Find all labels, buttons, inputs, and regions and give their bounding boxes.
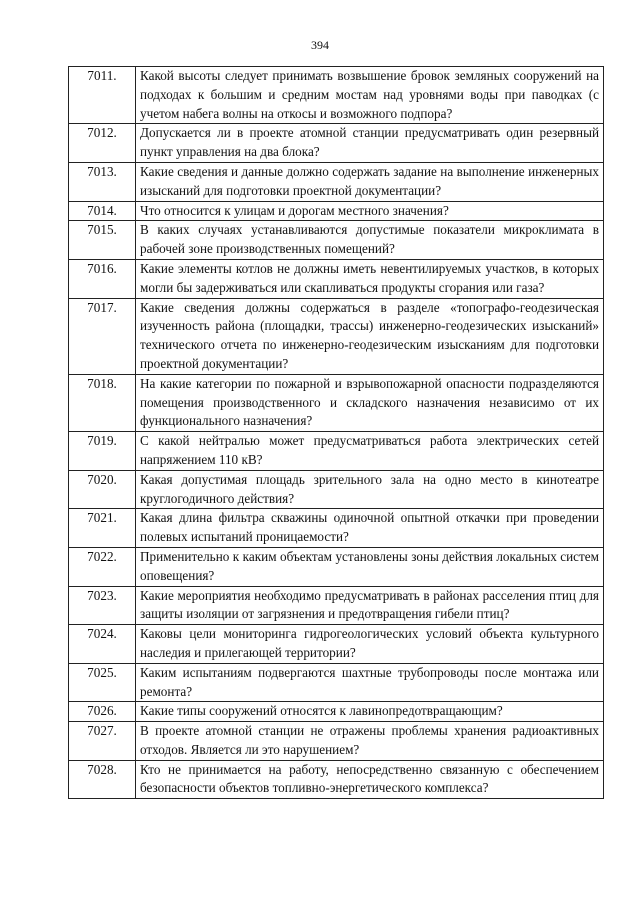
question-number: 7025. <box>69 663 136 702</box>
question-row <box>69 509 604 548</box>
question-text: Какая допустимая площадь зрительного зала на одно место в кинотеатре круглогодичного действия? <box>136 470 604 509</box>
question-text: В проекте атомной станции не отражены проблемы хранения радиоактивных отходов. Является ли это нарушением? <box>136 722 604 761</box>
question-number: 7023. <box>69 586 136 625</box>
question-number: 7026. <box>69 702 136 722</box>
question-number: 7017. <box>69 298 136 374</box>
question-number: 7021. <box>69 509 136 548</box>
question-row <box>69 586 604 625</box>
question-row <box>69 432 604 471</box>
question-text: Какие типы сооружений относятся к лавинопредотвращающим? <box>136 702 604 722</box>
question-row <box>69 67 604 124</box>
question-number: 7028. <box>69 760 136 799</box>
question-text: С какой нейтралью может предусматриваться работа электрических сетей напряжением 110 кВ? <box>136 432 604 471</box>
question-text: На какие категории по пожарной и взрывопожарной опасности подразделяются помещения производственного и складского назначения независимо от их функционального назначения? <box>136 374 604 431</box>
question-number: 7014. <box>69 201 136 221</box>
question-text: Каким испытаниям подвергаются шахтные трубопроводы после монтажа или ремонта? <box>136 663 604 702</box>
question-text: В каких случаях устанавливаются допустимые показатели микроклимата в рабочей зоне производственных помещений? <box>136 221 604 260</box>
question-row <box>69 221 604 260</box>
question-row <box>69 124 604 163</box>
question-row <box>69 702 604 722</box>
question-text: Какие элементы котлов не должны иметь невентилируемых участков, в которых могли бы задерживаться или скапливаться продукты сгорания или газа? <box>136 259 604 298</box>
question-row <box>69 547 604 586</box>
question-text: Применительно к каким объектам установлены зоны действия локальных систем оповещения? <box>136 547 604 586</box>
question-row <box>69 374 604 431</box>
question-number: 7013. <box>69 162 136 201</box>
question-text: Какие сведения и данные должно содержать задание на выполнение инженерных изысканий для подготовки проектной документации? <box>136 162 604 201</box>
question-number: 7011. <box>69 67 136 124</box>
question-number: 7016. <box>69 259 136 298</box>
question-text: Какие мероприятия необходимо предусматривать в районах расселения птиц для защиты изоляции от загрязнения и предотвращения гибели птиц? <box>136 586 604 625</box>
question-row <box>69 259 604 298</box>
question-row <box>69 298 604 374</box>
question-text: Какая длина фильтра скважины одиночной опытной откачки при проведении полевых испытаний проницаемости? <box>136 509 604 548</box>
question-row <box>69 722 604 761</box>
question-number: 7024. <box>69 625 136 664</box>
question-number: 7022. <box>69 547 136 586</box>
question-text: Допускается ли в проекте атомной станции предусматривать один резервный пункт управления на два блока? <box>136 124 604 163</box>
question-row <box>69 201 604 221</box>
questions-table <box>68 66 604 799</box>
page-number: 394 <box>311 38 329 52</box>
question-number: 7012. <box>69 124 136 163</box>
question-row <box>69 470 604 509</box>
question-text: Каковы цели мониторинга гидрогеологических условий объекта культурного наследия и прилегающей территории? <box>136 625 604 664</box>
questions-table-body <box>69 67 604 799</box>
question-number: 7015. <box>69 221 136 260</box>
question-row <box>69 625 604 664</box>
question-number: 7020. <box>69 470 136 509</box>
question-text: Какие сведения должны содержаться в разделе «топографо-геодезическая изученность района (площадки, трассы) инженерно-геодезических изысканий» технического отчета по инженерно-геодезическим изысканиям для подготовки проектной документации? <box>136 298 604 374</box>
question-text: Кто не принимается на работу, непосредственно связанную с обеспечением безопасности объектов топливно-энергетического комплекса? <box>136 760 604 799</box>
question-number: 7018. <box>69 374 136 431</box>
question-row <box>69 760 604 799</box>
question-number: 7027. <box>69 722 136 761</box>
question-row <box>69 162 604 201</box>
question-text: Какой высоты следует принимать возвышение бровок земляных сооружений на подходах к большим и средним мостам над уровнями воды при паводках (с учетом набега волны на откосы и возможного подпора? <box>136 67 604 124</box>
question-number: 7019. <box>69 432 136 471</box>
question-row <box>69 663 604 702</box>
question-text: Что относится к улицам и дорогам местного значения? <box>136 201 604 221</box>
